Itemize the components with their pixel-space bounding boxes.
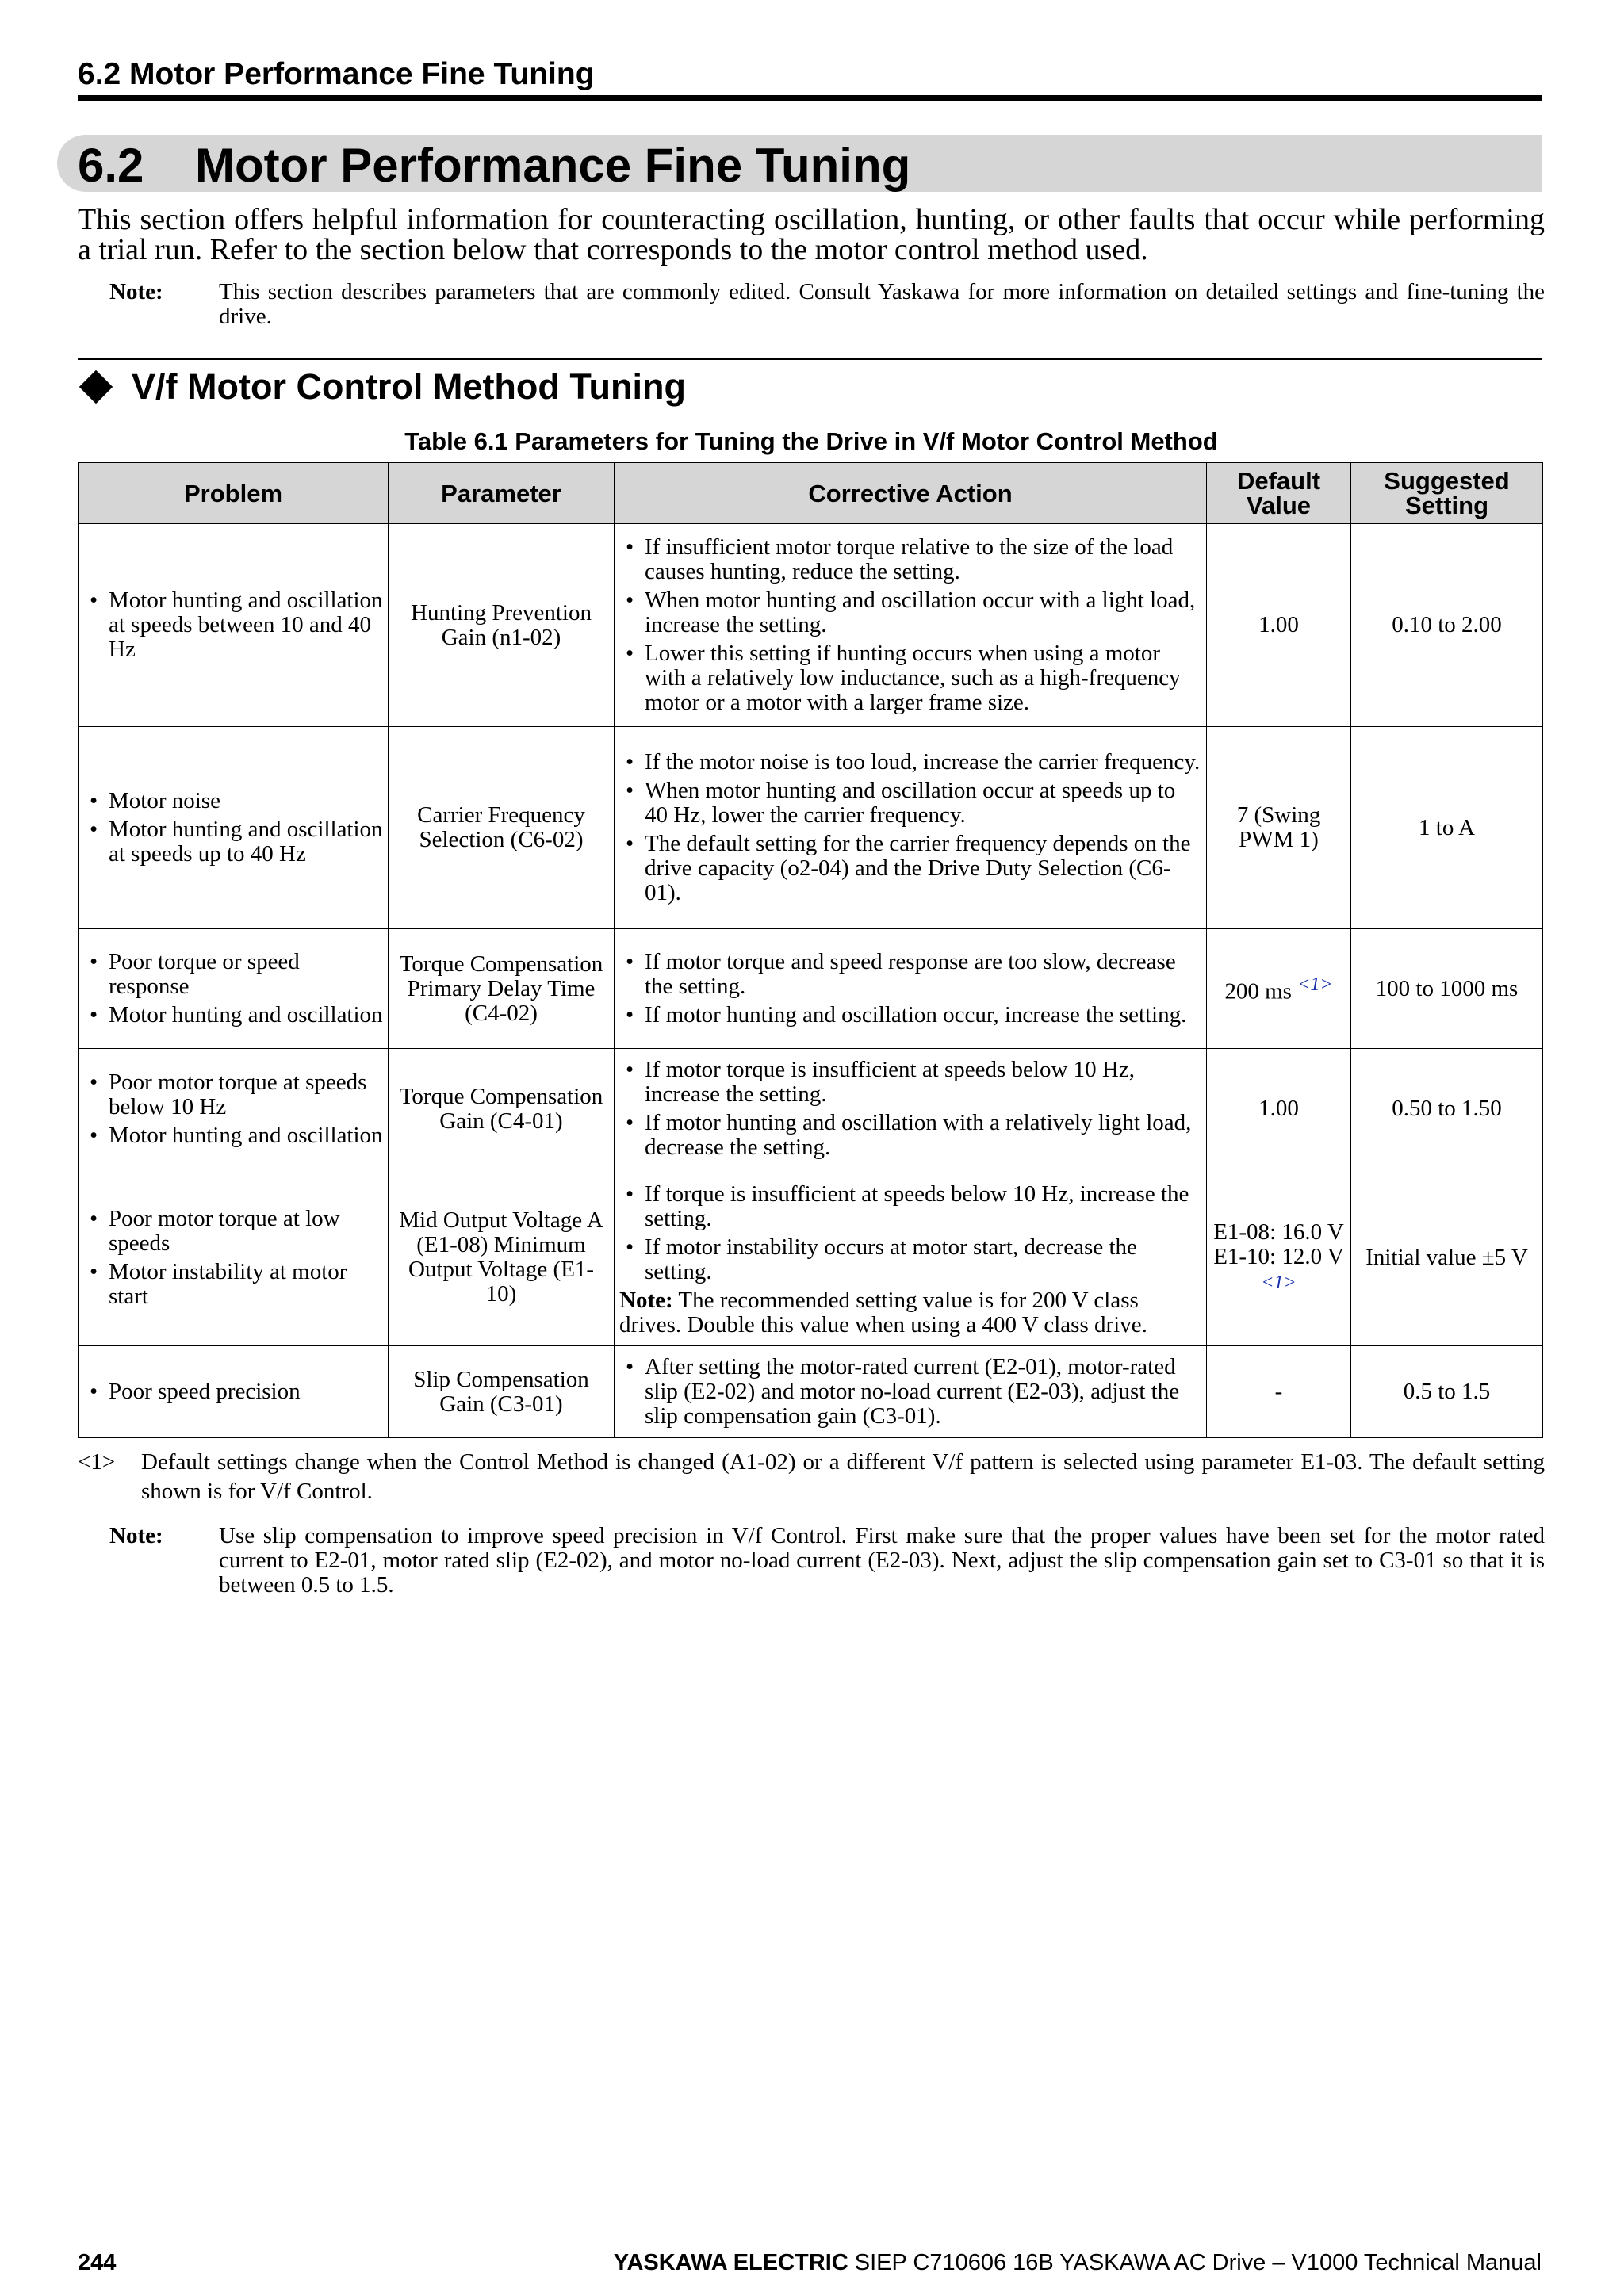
problem-item: • Motor hunting and oscillation [83,1123,383,1148]
problem-cell [79,1169,389,1346]
problem-item: • Poor torque or speed response [83,950,383,999]
action-item: • After setting the motor-rated current (E2-01), motor-rated slip (E2-02) and motor no-load current (E2-03), adjust the slip compensation gain (C3-01). [619,1355,1201,1429]
table-row [79,524,1543,727]
diamond-bullet-icon [79,370,113,404]
action-note-label: Note: [619,1287,673,1313]
suggested-setting-cell: 0.10 to 2.00 [1351,524,1543,727]
action-item: • The default setting for the carrier frequency depends on the drive capacity (o2-04) and the Drive Duty Selection (C6-01). [619,832,1201,905]
action-cell [615,1346,1207,1438]
problem-cell [79,1346,389,1438]
action-item: • When motor hunting and oscillation occur at speeds up to 40 Hz, lower the carrier frequency. [619,779,1201,828]
problem-cell [79,929,389,1049]
action-item: • If motor hunting and oscillation occur, increase the setting. [619,1003,1201,1027]
section-heading [57,135,1542,192]
action-item: • If motor torque is insufficient at speeds below 10 Hz, increase the setting. [619,1058,1201,1107]
table-row [79,929,1543,1049]
action-item: • If motor hunting and oscillation with a relatively light load, decrease the setting. [619,1111,1201,1160]
action-cell [615,524,1207,727]
default-value-cell [1207,1169,1351,1346]
default-value-cell [1207,929,1351,1049]
section-number: 6.2 [78,139,144,192]
parameter-cell: Hunting Prevention Gain (n1-02) [389,524,615,727]
default-value: 200 ms [1224,978,1292,1004]
footnote-text: Default settings change when the Control Method is changed (A1-02) or a different V/f pattern is selected using parameter E1-03. The default setting shown is for V/f Control. [141,1449,1545,1504]
table-row [79,1049,1543,1169]
note-label: Note: [109,1523,163,1548]
parameter-cell: Carrier Frequency Selection (C6-02) [389,727,615,929]
suggested-setting-cell: 100 to 1000 ms [1351,929,1543,1049]
note-text: This section describes parameters that are commonly edited. Consult Yaskawa for more information on detailed settings and fine-tuning the drive. [219,279,1545,329]
default-value-cell: 1.00 [1207,524,1351,727]
problem-item: • Poor speed precision [83,1380,383,1404]
suggested-setting-cell: Initial value ±5 V [1351,1169,1543,1346]
action-item: • If insufficient motor torque relative to the size of the load causes hunting, reduce the setting. [619,535,1201,584]
footnote-reference-link[interactable]: <1> [1261,1272,1297,1293]
page-number: 244 [78,2250,117,2275]
parameter-cell: Slip Compensation Gain (C3-01) [389,1346,615,1438]
footnote-reference-link[interactable]: <1> [1297,974,1333,996]
problem-item: • Motor hunting and oscillation at speeds up to 40 Hz [83,817,383,867]
subsection-rule [78,358,1542,360]
table-row [79,727,1543,929]
footer-document-title [614,2250,1542,2276]
parameter-cell: Torque Compensation Gain (C4-01) [389,1049,615,1169]
intro-paragraph: This section offers helpful information for counteracting oscillation, hunting, or other faults that occur while performing a trial run. Refer to the section below that corresponds to the motor control method used. [78,203,1545,266]
table-row [79,1346,1543,1438]
suggested-setting-cell: 0.5 to 1.5 [1351,1346,1543,1438]
column-header: Default Value [1207,463,1351,524]
running-header: 6.2 Motor Performance Fine Tuning [78,57,595,91]
action-cell [615,929,1207,1049]
parameters-table [78,462,1543,1438]
action-note [619,1288,1201,1337]
default-value-cell: - [1207,1346,1351,1438]
problem-cell [79,1049,389,1169]
action-item: • Lower this setting if hunting occurs when using a motor with a relatively low inductance, such as a high-frequency motor or a motor with a larger frame size. [619,641,1201,715]
action-note-text: The recommended setting value is for 200 V class drives. Double this value when using a 400 V class drive. [619,1287,1147,1337]
action-item: • If torque is insufficient at speeds below 10 Hz, increase the setting. [619,1182,1201,1231]
note-text: Use slip compensation to improve speed precision in V/f Control. First make sure that the proper values have been set for the motor rated current to E2-01, motor rated slip (E2-02), and motor no-load current (E2-03). Next, adjust the slip compensation gain set to C3-01 so that it is between 0.5 to 1.5. [219,1523,1545,1598]
action-cell [615,1049,1207,1169]
table-row [79,1169,1543,1346]
problem-item: • Motor instability at motor start [83,1260,383,1309]
column-header: Problem [79,463,389,524]
action-cell [615,1169,1207,1346]
subsection-heading [78,366,686,408]
problem-item: • Motor hunting and oscillation [83,1003,383,1027]
problem-item: • Poor motor torque at low speeds [83,1207,383,1256]
default-value-cell: 1.00 [1207,1049,1351,1169]
suggested-setting-cell: 0.50 to 1.50 [1351,1049,1543,1169]
action-item: • If motor torque and speed response are too slow, decrease the setting. [619,950,1201,999]
parameter-cell: Mid Output Voltage A (E1-08) Minimum Output Voltage (E1-10) [389,1169,615,1346]
column-header: Parameter [389,463,615,524]
column-header: Suggested Setting [1351,463,1543,524]
table-header-row [79,463,1543,524]
action-item: • When motor hunting and oscillation occur with a light load, increase the setting. [619,588,1201,637]
action-cell [615,727,1207,929]
column-header: Corrective Action [615,463,1207,524]
problem-item: • Motor hunting and oscillation at speeds between 10 and 40 Hz [83,588,383,662]
action-item: • If the motor noise is too loud, increase the carrier frequency. [619,750,1201,775]
default-value-cell: 7 (Swing PWM 1) [1207,727,1351,929]
problem-item: • Motor noise [83,789,383,813]
parameter-cell: Torque Compensation Primary Delay Time (C4-02) [389,929,615,1049]
table-caption: Table 6.1 Parameters for Tuning the Drive in V/f Motor Control Method [404,427,1218,455]
footer-brand: YASKAWA ELECTRIC [613,2250,848,2275]
footnote-tag: <1> [78,1449,116,1475]
suggested-setting-cell: 1 to A [1351,727,1543,929]
footer-doc: SIEP C710606 16B YASKAWA AC Drive – V1000 Technical Manual [848,2250,1542,2275]
section-title: Motor Performance Fine Tuning [195,139,911,192]
note-label: Note: [109,279,163,304]
subsection-title: V/f Motor Control Method Tuning [132,366,686,407]
problem-item: • Poor motor torque at speeds below 10 Hz [83,1070,383,1119]
default-value: E1-08: 16.0 V E1-10: 12.0 V [1213,1219,1344,1269]
problem-cell [79,727,389,929]
header-rule [78,95,1542,101]
problem-cell [79,524,389,727]
action-item: • If motor instability occurs at motor start, decrease the setting. [619,1235,1201,1284]
